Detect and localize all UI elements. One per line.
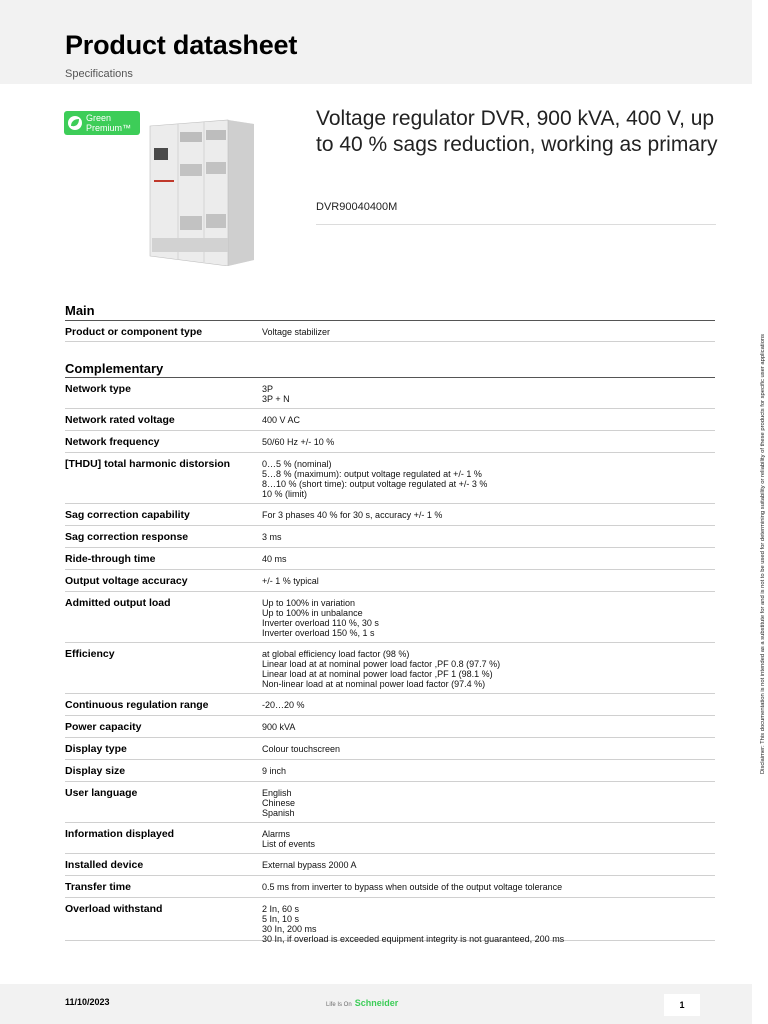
spec-label: [THDU] total harmonic distorsion: [65, 458, 231, 470]
badge-text: [86, 114, 131, 133]
spec-value: [262, 570, 715, 591]
spec-value-line: Non-linear load at at nominal power load factor (97.4 %): [262, 679, 486, 689]
product-reference: DVR90040400M: [316, 201, 398, 213]
spec-value: [262, 453, 715, 503]
spec-value: [262, 321, 715, 341]
spec-row: [65, 431, 715, 453]
green-premium-badge: [64, 111, 140, 135]
spec-label: Network type: [65, 383, 131, 395]
disclaimer: [758, 292, 768, 774]
spec-row: [65, 760, 715, 782]
spec-label: Sag correction capability: [65, 509, 190, 521]
spec-value-line: 40 ms: [262, 554, 287, 564]
spec-value: [262, 504, 715, 525]
spec-value-line: 3P: [262, 384, 274, 394]
spec-value-line: Inverter overload 110 %, 30 s: [262, 618, 379, 628]
spec-value-line: External bypass 2000 A: [262, 860, 357, 870]
spec-value-line: Spanish: [262, 808, 295, 818]
spec-value-line: English: [262, 788, 292, 798]
spec-row: [65, 716, 715, 738]
spec-row: [65, 321, 715, 342]
spec-value: [262, 716, 715, 737]
spec-value-line: 400 V AC: [262, 415, 301, 425]
spec-value: [262, 738, 715, 759]
page-footer: [0, 984, 752, 1024]
disclaimer-text: Disclaimer: This documentation is not intended as a substitute for and is not to be used for determining suitability or reliability of these products for specific user applications: [760, 333, 766, 774]
spec-value: [262, 823, 715, 853]
spec-label: Efficiency: [65, 648, 115, 660]
spec-row: [65, 526, 715, 548]
spec-label: Network rated voltage: [65, 414, 175, 426]
spec-value-line: 3P + N: [262, 394, 290, 404]
spec-label: Network frequency: [65, 436, 160, 448]
spec-value-line: Inverter overload 150 %, 1 s: [262, 628, 375, 638]
spec-label: Information displayed: [65, 828, 175, 840]
spec-value: [262, 760, 715, 781]
section-complementary-heading: Complementary: [65, 361, 164, 376]
spec-value-line: 0…5 % (nominal): [262, 459, 332, 469]
spec-value: [262, 526, 715, 547]
main-spec-table: [65, 321, 715, 342]
spec-value-line: 50/60 Hz +/- 10 %: [262, 437, 335, 447]
spec-label: Output voltage accuracy: [65, 575, 188, 587]
spec-row: [65, 694, 715, 716]
spec-value: [262, 643, 715, 693]
complementary-spec-table: [65, 378, 715, 944]
spec-label: Display size: [65, 765, 126, 777]
spec-value: [262, 592, 715, 642]
spec-row: [65, 409, 715, 431]
spec-row: [65, 592, 715, 643]
page-title: Product datasheet: [65, 30, 298, 60]
spec-value-line: 8…10 % (short time): output voltage regulated at +/- 3 %: [262, 479, 488, 489]
schneider-logo: [326, 998, 398, 1008]
spec-row: [65, 823, 715, 854]
spec-value-line: -20…20 %: [262, 700, 305, 710]
badge-line-2: Premium™: [86, 122, 132, 133]
section-main-heading: Main: [65, 303, 95, 318]
spec-value-line: List of events: [262, 839, 316, 849]
spec-label: Continuous regulation range: [65, 699, 209, 711]
spec-row: [65, 898, 715, 944]
page-number: 1: [664, 994, 700, 1016]
spec-label: Ride-through time: [65, 553, 156, 565]
spec-row: [65, 378, 715, 409]
spec-value: [262, 694, 715, 715]
product-title: Voltage regulator DVR, 900 kVA, 400 V, up to 40 % sags reduction, working as primary: [316, 107, 718, 156]
spec-value: [262, 898, 715, 944]
logo-tagline: Life Is On: [326, 1002, 352, 1008]
spec-value-line: Up to 100% in variation: [262, 598, 356, 608]
title-divider: [316, 224, 716, 225]
spec-row: [65, 854, 715, 876]
spec-value-line: +/- 1 % typical: [262, 576, 319, 586]
spec-value: [262, 431, 715, 452]
leaf-icon: [68, 116, 82, 130]
spec-value: [262, 378, 715, 408]
spec-label: User language: [65, 787, 138, 799]
spec-value: [262, 876, 715, 897]
spec-value-line: 5 In, 10 s: [262, 914, 300, 924]
spec-row: [65, 876, 715, 898]
spec-label: Product or component type: [65, 326, 203, 338]
spec-label: Admitted output load: [65, 597, 171, 609]
badge-line-1: Green: [86, 113, 112, 123]
spec-value: [262, 782, 715, 822]
spec-value: [262, 409, 715, 430]
spec-row: [65, 570, 715, 592]
spec-value-line: 30 In, if overload is exceeded equipment integrity is not guaranteed, 200 ms: [262, 934, 565, 944]
spec-row: [65, 738, 715, 760]
spec-label: Power capacity: [65, 721, 142, 733]
footer-date: 11/10/2023: [65, 997, 110, 1007]
spec-value-line: Voltage stabilizer: [262, 327, 331, 337]
spec-value: [262, 548, 715, 569]
spec-value-line: Alarms: [262, 829, 291, 839]
spec-label: Display type: [65, 743, 127, 755]
page-subtitle: Specifications: [65, 68, 133, 80]
spec-value-line: 3 ms: [262, 532, 282, 542]
spec-value-line: 900 kVA: [262, 722, 296, 732]
spec-value-line: 30 In, 200 ms: [262, 924, 317, 934]
spec-row: [65, 504, 715, 526]
logo-brand: Schneider: [354, 998, 399, 1008]
spec-value-line: 10 % (limit): [262, 489, 308, 499]
spec-value-line: Up to 100% in unbalance: [262, 608, 363, 618]
product-image: [148, 116, 256, 266]
spec-label: Installed device: [65, 859, 144, 871]
spec-value-line: For 3 phases 40 % for 30 s, accuracy +/- 1 %: [262, 510, 443, 520]
spec-value-line: 5…8 % (maximum): output voltage regulated at +/- 1 %: [262, 469, 482, 479]
spec-label: Sag correction response: [65, 531, 189, 543]
spec-value-line: Colour touchscreen: [262, 744, 341, 754]
spec-value-line: 0.5 ms from inverter to bypass when outside of the output voltage tolerance: [262, 882, 563, 892]
spec-value-line: Linear load at at nominal power load factor ,PF 0.8 (97.7 %): [262, 659, 501, 669]
spec-value-line: Linear load at at nominal power load factor ,PF 1 (98.1 %): [262, 669, 493, 679]
spec-label: Overload withstand: [65, 903, 163, 915]
spec-row: [65, 643, 715, 694]
page-header: [0, 0, 752, 84]
spec-value-line: 9 inch: [262, 766, 287, 776]
spec-value-line: Chinese: [262, 798, 296, 808]
spec-row: [65, 453, 715, 504]
spec-value-line: at global efficiency load factor (98 %): [262, 649, 410, 659]
spec-label: Transfer time: [65, 881, 131, 893]
spec-value: [262, 854, 715, 875]
spec-value-line: 2 In, 60 s: [262, 904, 300, 914]
spec-row: [65, 782, 715, 823]
spec-row: [65, 548, 715, 570]
